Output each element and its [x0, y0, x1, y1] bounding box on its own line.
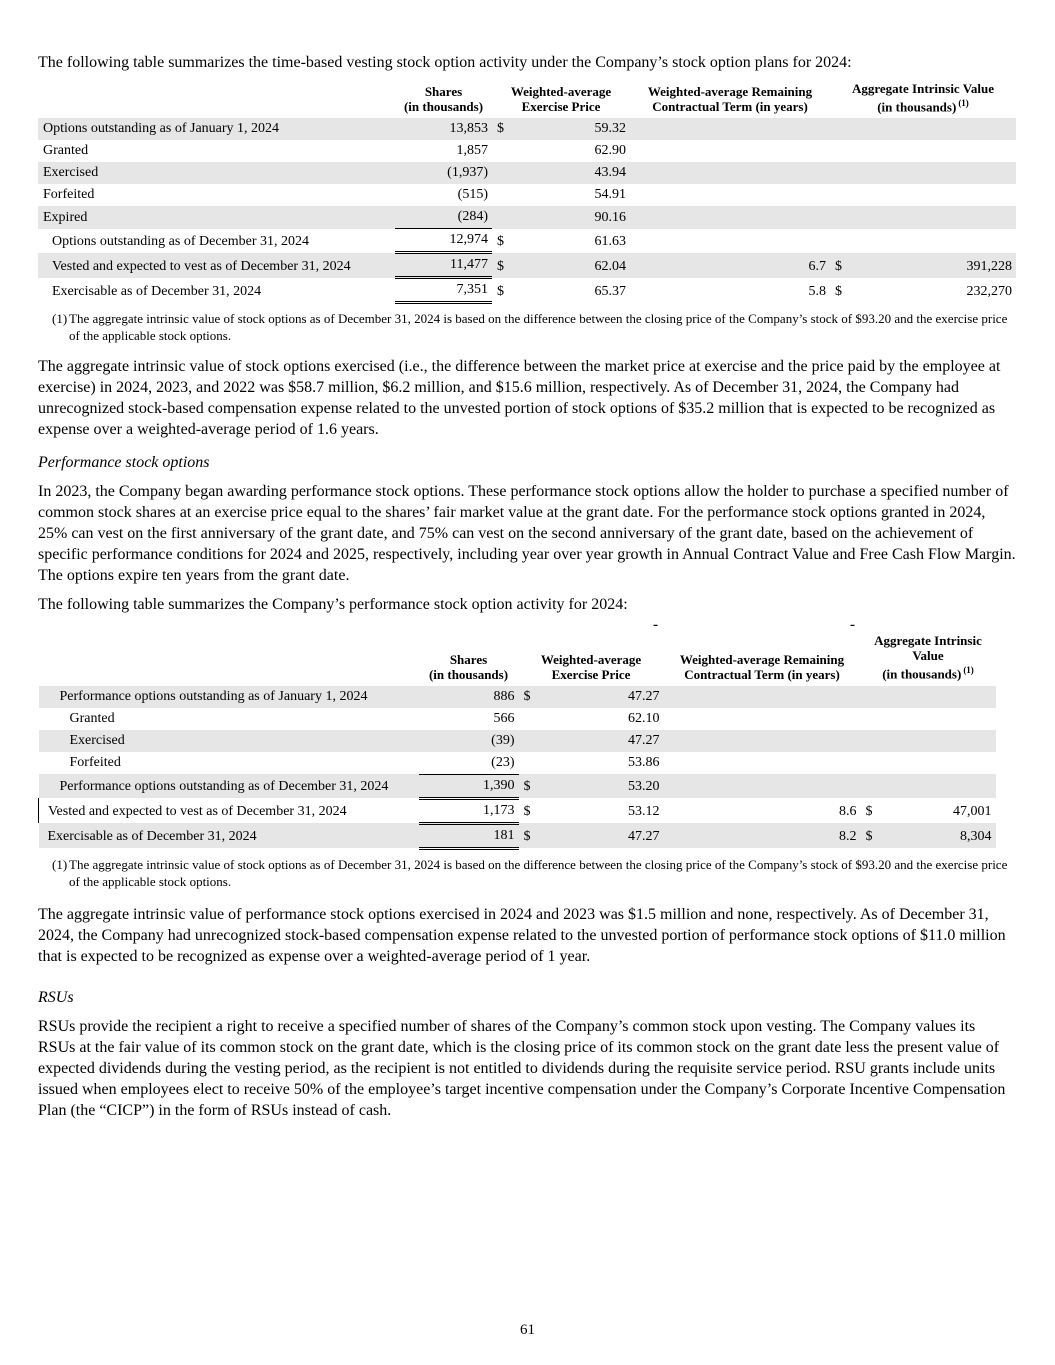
cell-contractual-term — [630, 162, 830, 184]
time-based-options-table — [38, 81, 1016, 304]
cell-currency-symbol — [519, 752, 539, 775]
cell-intrinsic-value — [850, 184, 1016, 206]
cell-contractual-term: 5.8 — [808, 283, 826, 299]
cell-intrinsic-value — [850, 229, 1016, 253]
cell-intrinsic-value — [850, 118, 1016, 140]
cell-label: Forfeited — [69, 755, 121, 771]
row-options-outstanding-dec-31-2024 — [38, 229, 1016, 253]
cell-exercise-price: 61.63 — [594, 233, 626, 249]
stray-dash: - — [850, 617, 855, 634]
cell-shares: (1,937) — [395, 162, 492, 184]
table-header-row — [39, 633, 996, 685]
cell-shares: 1,390 — [419, 774, 519, 798]
cell-label: Expired — [38, 206, 395, 229]
footnote-marker: (1) — [52, 311, 68, 327]
cell-currency-symbol: $ — [523, 804, 531, 820]
cell-shares: (39) — [419, 730, 519, 752]
cell-currency-symbol: $ — [492, 118, 510, 140]
cell-exercise-price: 62.04 — [510, 253, 630, 278]
row-perf-granted — [39, 708, 996, 730]
row-perf-vested-and-expected-to-vest — [39, 798, 996, 823]
cell-label: Vested and expected to vest as of December 31, 2024 — [39, 798, 419, 823]
row-perf-exercised — [39, 730, 996, 752]
cell-currency-symbol — [519, 730, 539, 752]
cell-currency-symbol — [830, 162, 850, 184]
cell-exercise-price: 59.32 — [510, 118, 630, 140]
cell-contractual-term: 6.7 — [630, 253, 830, 278]
cell-currency-symbol: $ — [497, 233, 504, 249]
cell-exercise-price: 53.20 — [539, 774, 664, 798]
col-header-empty — [38, 81, 395, 118]
cell-label: Granted — [69, 710, 115, 726]
cell-label: Performance options outstanding as of January 1, 2024 — [39, 686, 419, 708]
paragraph-intrinsic-performance: The aggregate intrinsic value of performance stock options exercised in 2024 and 2023 was $1.5 million and none, respectively. As of December 31, 2024, the Company had unrecognized stock-based compensation expense related to the unvested portion of performance stock options of $11.0 million that is expected to be recognized as expense over a weighted-average period of 1 year. — [38, 905, 1006, 965]
cell-shares: 13,853 — [395, 118, 492, 140]
footnote-marker: (1) — [52, 856, 68, 872]
cell-intrinsic-value: 391,228 — [850, 253, 1016, 278]
cell-shares: (515) — [457, 187, 488, 203]
footnote-ref-1: (1) — [958, 98, 969, 108]
cell-label: Exercisable as of December 31, 2024 — [52, 283, 262, 299]
cell-currency-symbol: $ — [519, 774, 539, 798]
cell-exercise-price: 43.94 — [510, 162, 630, 184]
cell-shares: 11,477 — [395, 253, 492, 278]
col-header-shares: Shares (in thousands) — [428, 651, 509, 682]
row-options-outstanding-jan-1-2024 — [38, 118, 1016, 140]
cell-contractual-term — [664, 774, 861, 798]
table2-footnote — [52, 856, 1016, 890]
cell-intrinsic-value — [881, 730, 996, 752]
cell-contractual-term — [630, 229, 830, 253]
cell-exercise-price: 47.27 — [539, 823, 664, 848]
cell-contractual-term — [664, 708, 861, 730]
cell-exercise-price: 53.86 — [628, 755, 660, 771]
cell-contractual-term: 8.6 — [839, 804, 857, 820]
col-header-empty — [39, 633, 419, 685]
cell-intrinsic-value — [850, 206, 1016, 229]
cell-intrinsic-value: 8,304 — [881, 823, 996, 848]
cell-currency-symbol — [830, 184, 850, 206]
cell-intrinsic-value — [881, 686, 996, 708]
cell-contractual-term — [664, 686, 861, 708]
cell-currency-symbol — [492, 206, 510, 229]
cell-label: Options outstanding as of January 1, 2024 — [38, 118, 395, 140]
cell-shares: 12,974 — [395, 229, 492, 253]
row-expired — [38, 206, 1016, 229]
col-header-intrinsic-value: Aggregate Intrinsic Value (in thousands) $^{(1)}$ — [851, 81, 995, 115]
cell-contractual-term — [664, 730, 861, 752]
col-header-exercise-price: Weighted-average Exercise Price — [510, 84, 612, 115]
col-header-contractual-term: Weighted-average Remaining Contractual Term (in years) — [679, 651, 845, 682]
footnote-text: The aggregate intrinsic value of stock options as of December 31, 2024 is based on the difference between the closing price of the Company’s stock of $93.20 and the exercise price of the applicable stock options. — [69, 856, 1008, 889]
cell-currency-symbol: $ — [519, 686, 539, 708]
cell-intrinsic-value — [850, 162, 1016, 184]
cell-exercise-price: 90.16 — [510, 206, 630, 229]
cell-exercise-price: 54.91 — [594, 187, 626, 203]
row-vested-and-expected-to-vest — [38, 253, 1016, 278]
paragraph-intro-table2: The following table summarizes the Company’s performance stock option activity for 2024: — [38, 596, 628, 614]
performance-table-container — [38, 617, 1016, 849]
cell-contractual-term — [664, 752, 861, 775]
cell-contractual-term — [630, 140, 830, 162]
cell-contractual-term — [630, 118, 830, 140]
cell-shares: (284) — [395, 206, 492, 229]
cell-label: Performance options outstanding as of December 31, 2024 — [39, 774, 419, 798]
cell-currency-symbol — [492, 162, 510, 184]
performance-options-table — [38, 633, 996, 849]
col-header-exercise-price: Weighted-average Exercise Price — [540, 651, 642, 682]
cell-currency-symbol: $ — [497, 283, 504, 299]
footnote-ref-1: (1) — [963, 665, 974, 676]
cell-contractual-term — [630, 206, 830, 229]
col-header-intrinsic-value: Aggregate Intrinsic Value (in thousands) $^{(1)}$ — [874, 633, 982, 682]
heading-rsus: RSUs — [38, 988, 74, 1006]
cell-exercise-price: 62.10 — [628, 710, 660, 726]
cell-currency-symbol — [861, 752, 881, 775]
cell-label: Exercised — [39, 730, 419, 752]
cell-intrinsic-value — [881, 752, 996, 775]
cell-currency-symbol: $ — [519, 823, 539, 848]
paragraph-performance-options: In 2023, the Company began awarding performance stock options. These performance stock options allow the holder to purchase a specified number of common stock shares at an exercise price equal to the shares’ fair market value at the grant date. For the performance stock options granted in 2024, 25% can vest on the first anniversary of the grant date, and 75% can vest on the second anniversary of the grant date, based on the achievement of specific performance conditions for 2024 and 2025, respectively, including year over year growth in Annual Contract Value and Free Cash Flow Margin. The options expire ten years from the grant date. — [38, 483, 1016, 585]
cell-currency-symbol — [861, 730, 881, 752]
cell-currency-symbol — [519, 708, 539, 730]
table1-footnote — [52, 310, 1016, 344]
col-header-shares: Shares (in thousands) — [403, 84, 484, 115]
cell-shares: (23) — [419, 752, 519, 775]
cell-currency-symbol: $ — [861, 823, 881, 848]
row-perf-forfeited — [39, 752, 996, 775]
cell-shares: 886 — [419, 686, 519, 708]
paragraph-intro-table1: The following table summarizes the time-based vesting stock option activity under the Company’s stock option plans for 2024: — [38, 54, 852, 71]
cell-exercise-price: 62.90 — [594, 143, 626, 159]
cell-currency-symbol: $ — [835, 283, 842, 299]
cell-currency-symbol — [492, 184, 510, 206]
cell-shares: 566 — [493, 710, 515, 726]
cell-currency-symbol — [492, 140, 510, 162]
cell-intrinsic-value: 47,001 — [953, 804, 992, 820]
cell-exercise-price: 53.12 — [628, 804, 660, 820]
cell-currency-symbol — [830, 118, 850, 140]
cell-currency-symbol: $ — [492, 253, 510, 278]
stray-dash: - — [653, 617, 658, 634]
cell-intrinsic-value — [881, 774, 996, 798]
cell-label: Exercisable as of December 31, 2024 — [39, 823, 419, 848]
cell-label: Vested and expected to vest as of December 31, 2024 — [38, 253, 395, 278]
page-number: 61 — [520, 1322, 535, 1338]
cell-currency-symbol — [830, 140, 850, 162]
row-exercisable — [38, 278, 1016, 303]
cell-shares: 7,351 — [395, 278, 492, 303]
cell-intrinsic-value — [850, 140, 1016, 162]
row-perf-options-outstanding-dec-31-2024 — [39, 774, 996, 798]
row-granted — [38, 140, 1016, 162]
cell-shares: 1,857 — [456, 143, 488, 159]
cell-exercise-price: 65.37 — [594, 283, 626, 299]
cell-label: Forfeited — [43, 187, 95, 203]
cell-currency-symbol — [861, 774, 881, 798]
cell-currency-symbol: $ — [865, 804, 873, 820]
cell-intrinsic-value — [881, 708, 996, 730]
cell-exercise-price: 47.27 — [539, 730, 664, 752]
cell-contractual-term: 8.2 — [664, 823, 861, 848]
cell-intrinsic-value: 232,270 — [966, 283, 1013, 299]
cell-shares: 181 — [419, 823, 519, 848]
cell-currency-symbol — [830, 229, 850, 253]
cell-currency-symbol: $ — [830, 253, 850, 278]
cell-contractual-term — [630, 184, 830, 206]
row-perf-options-outstanding-jan-1-2024 — [39, 686, 996, 708]
col-header-contractual-term: Weighted-average Remaining Contractual Term (in years) — [647, 84, 813, 115]
row-perf-exercisable — [39, 823, 996, 848]
cell-currency-symbol — [861, 708, 881, 730]
heading-performance-stock-options: Performance stock options — [38, 454, 210, 472]
cell-label: Exercised — [38, 162, 395, 184]
row-exercised — [38, 162, 1016, 184]
table-header-row — [38, 81, 1016, 118]
cell-shares: 1,173 — [419, 798, 519, 823]
cell-label: Options outstanding as of December 31, 2024 — [52, 233, 310, 249]
footnote-text: The aggregate intrinsic value of stock options as of December 31, 2024 is based on the difference between the closing price of the Company’s stock of $93.20 and the exercise price of the applicable stock options. — [69, 311, 1008, 344]
cell-currency-symbol — [861, 686, 881, 708]
row-forfeited — [38, 184, 1016, 206]
cell-exercise-price: 47.27 — [539, 686, 664, 708]
cell-currency-symbol — [830, 206, 850, 229]
cell-label: Granted — [43, 143, 89, 159]
paragraph-intrinsic-options: The aggregate intrinsic value of stock options exercised (i.e., the difference between the market price at exercise and the price paid by the employee at exercise) in 2024, 2023, and 2022 was $58.7 million, $6.2 million, and $15.6 million, respectively. As of December 31, 2024, the Company had unrecognized stock-based compensation expense related to the unvested portion of stock options of $35.2 million that is expected to be recognized as expense over a weighted-average period of 1.6 years. — [38, 358, 1001, 439]
paragraph-rsus: RSUs provide the recipient a right to receive a specified number of shares of the Company’s common stock upon vesting. The Company values its RSUs at the fair value of its common stock on the grant date, which is the closing price of its common stock on the grant date less the present value of expected dividends during the vesting period, as the recipient is not entitled to dividends during the requisite service period. RSU grants include units issued when employees elect to receive 50% of the employee’s target incentive compensation under the Company’s Corporate Incentive Compensation Plan (the “CICP”) in the form of RSUs instead of cash. — [38, 1017, 1006, 1119]
